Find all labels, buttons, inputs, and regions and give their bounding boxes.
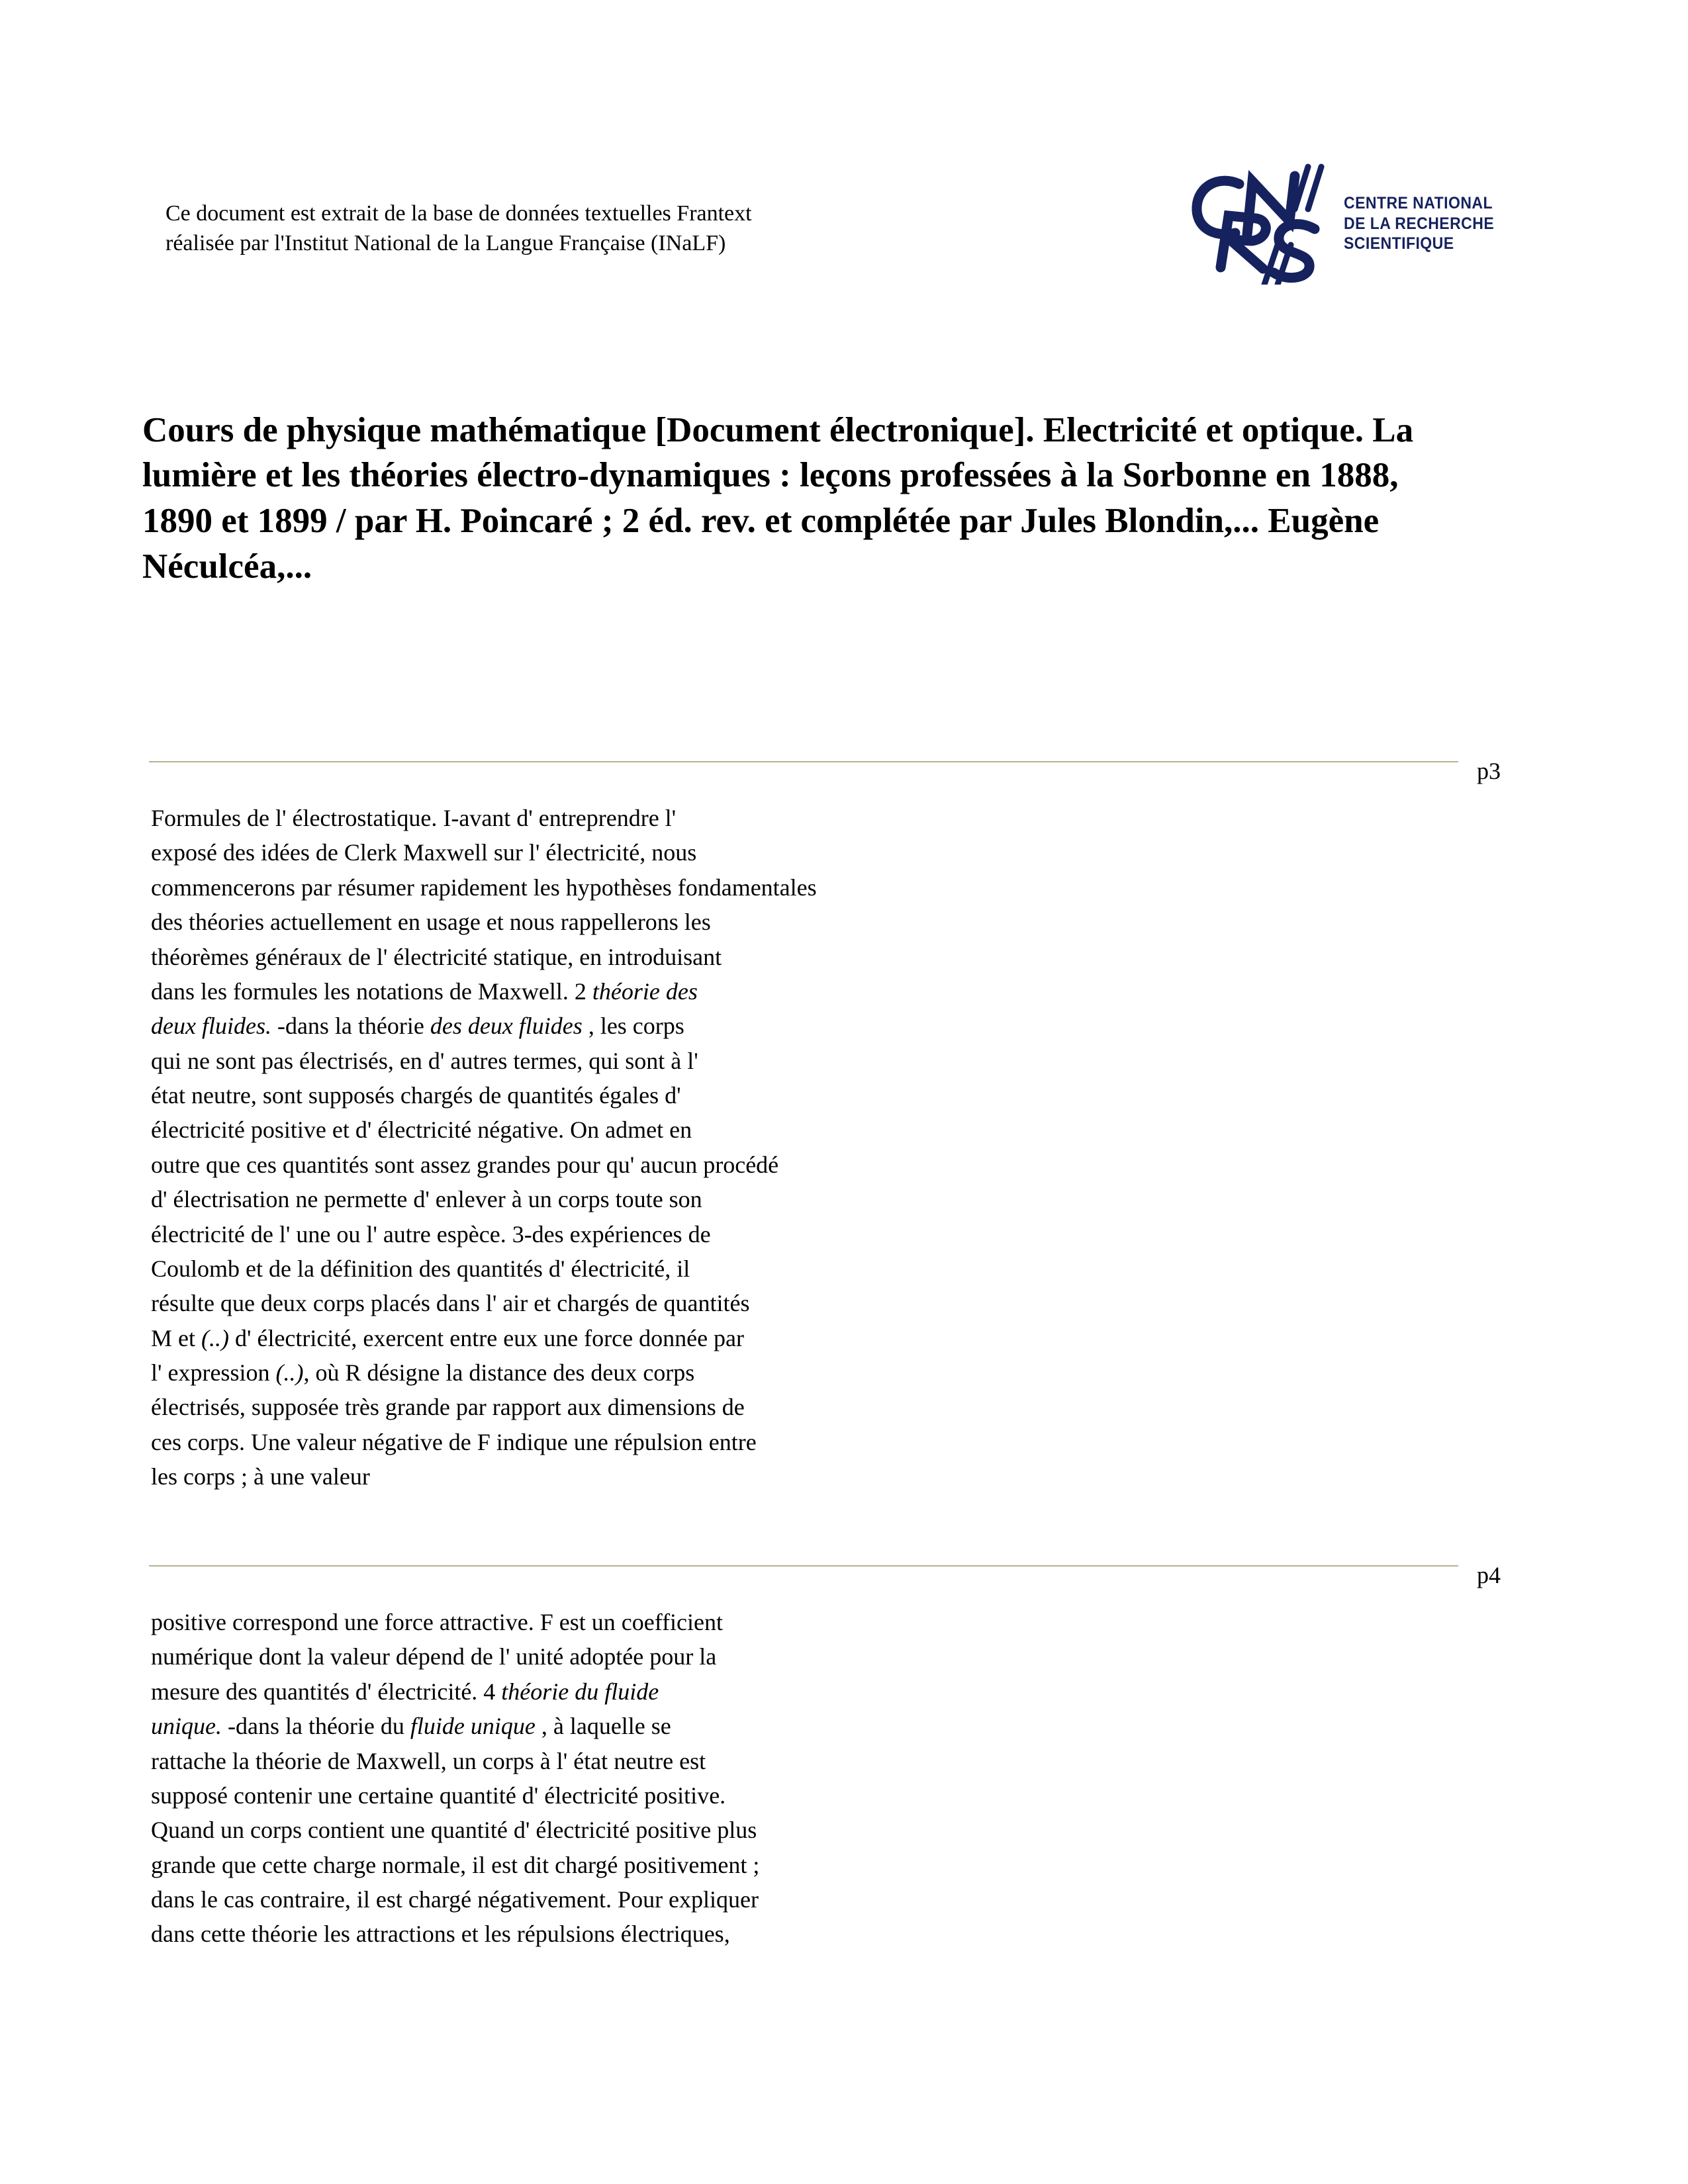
text-line: rattache la théorie de Maxwell, un corps à l' état neutre est bbox=[151, 1747, 706, 1774]
section-p3 bbox=[0, 748, 1688, 1494]
text-line: supposé contenir une certaine quantité d' électricité positive. bbox=[151, 1782, 726, 1809]
text-line: mesure des quantités d' électricité. 4 théorie du fluide bbox=[151, 1678, 659, 1705]
source-note bbox=[165, 199, 752, 258]
text-line: électrisés, supposée très grande par rapport aux dimensions de bbox=[151, 1394, 745, 1421]
text-line: état neutre, sont supposés chargés de quantités égales d' bbox=[151, 1082, 681, 1109]
page-marker-p3: p3 bbox=[1477, 758, 1501, 784]
text-line: électricité de l' une ou l' autre espèce. 3-des expériences de bbox=[151, 1220, 711, 1248]
text-line: d' électrisation ne permette d' enlever à un corps toute son bbox=[151, 1186, 702, 1213]
section-separator-p4 bbox=[149, 1552, 1526, 1588]
text-line: des théories actuellement en usage et nous rappellerons les bbox=[151, 909, 711, 936]
cnrs-logo bbox=[1178, 152, 1536, 304]
source-note-line-2: réalisée par l'Institut National de la Langue Française (INaLF) bbox=[165, 231, 726, 256]
body-text-p3 bbox=[151, 801, 1144, 1494]
text-line: résulte que deux corps placés dans l' air et chargés de quantités bbox=[151, 1290, 750, 1317]
text-line: exposé des idées de Clerk Maxwell sur l' électricité, nous bbox=[151, 839, 697, 866]
horizontal-rule bbox=[149, 761, 1458, 762]
text-line: outre que ces quantités sont assez grandes pour qu' aucun procédé bbox=[151, 1151, 779, 1178]
cnrs-logo-line-2: DE LA RECHERCHE bbox=[1344, 214, 1495, 233]
text-line: dans le cas contraire, il est chargé négativement. Pour expliquer bbox=[151, 1886, 759, 1913]
text-line: qui ne sont pas électrisés, en d' autres termes, qui sont à l' bbox=[151, 1047, 698, 1074]
cnrs-logo-line-1: CENTRE NATIONAL bbox=[1344, 194, 1493, 212]
text-line: ces corps. Une valeur négative de F indique une répulsion entre bbox=[151, 1428, 757, 1455]
text-line: théorèmes généraux de l' électricité statique, en introduisant bbox=[151, 943, 722, 970]
text-line: dans cette théorie les attractions et les répulsions électriques, bbox=[151, 1921, 730, 1948]
text-line: commencerons par résumer rapidement les hypothèses fondamentales bbox=[151, 874, 817, 901]
text-line: grande que cette charge normale, il est dit chargé positivement ; bbox=[151, 1851, 760, 1878]
text-line: dans les formules les notations de Maxwell. 2 théorie des bbox=[151, 978, 698, 1005]
text-line: numérique dont la valeur dépend de l' unité adoptée pour la bbox=[151, 1643, 717, 1670]
cnrs-logo-line-3: SCIENTIFIQUE bbox=[1344, 234, 1454, 253]
text-line: unique. -dans la théorie du fluide unique , à laquelle se bbox=[151, 1713, 671, 1740]
source-note-line-1: Ce document est extrait de la base de données textuelles Frantext bbox=[165, 201, 752, 226]
text-line: positive correspond une force attractive. F est un coefficient bbox=[151, 1609, 724, 1635]
text-line: M et (..) d' électricité, exercent entre eux une force donnée par bbox=[151, 1324, 745, 1351]
text-line: Quand un corps contient une quantité d' électricité positive plus bbox=[151, 1817, 757, 1844]
section-separator-p3 bbox=[149, 748, 1526, 784]
page-marker-p4: p4 bbox=[1477, 1562, 1501, 1588]
text-line: Formules de l' électrostatique. I-avant d' entreprendre l' bbox=[151, 805, 677, 831]
text-line: électricité positive et d' électricité négative. On admet en bbox=[151, 1116, 692, 1144]
horizontal-rule bbox=[149, 1565, 1458, 1567]
page-header bbox=[165, 194, 1536, 304]
text-line: deux fluides. -dans la théorie des deux fluides , les corps bbox=[151, 1013, 684, 1040]
cnrs-logo-wordmark bbox=[1344, 193, 1494, 254]
text-line: l' expression (..), où R désigne la distance des deux corps bbox=[151, 1359, 695, 1386]
section-p4 bbox=[0, 1552, 1688, 1952]
text-line: les corps ; à une valeur bbox=[151, 1463, 370, 1490]
text-line: Coulomb et de la définition des quantités d' électricité, il bbox=[151, 1255, 690, 1282]
body-text-p4 bbox=[151, 1605, 1144, 1952]
page-title: Cours de physique mathématique [Document électronique]. Electricité et optique. La lumière et les théories électro-dynamiques : leçons professées à la Sorbonne en 1888, 1890 et 1899 / par H. Poincaré ; 2 éd. rev. et complétée par Jules Blondin,... Eugène Néculcéa,... bbox=[142, 410, 1414, 586]
